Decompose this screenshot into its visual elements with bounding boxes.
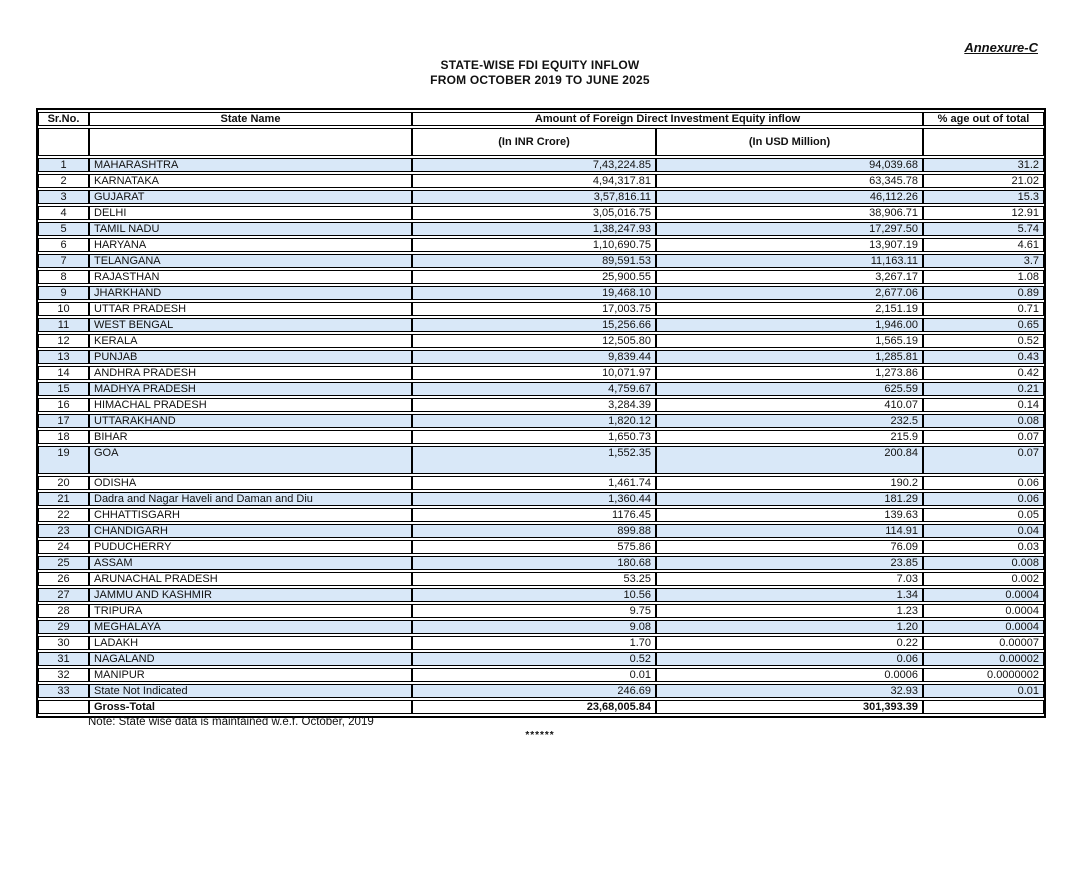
row-pct-cell: 12.91 — [923, 206, 1044, 220]
row-sr-cell: 25 — [38, 556, 89, 570]
row-pct-cell: 0.0004 — [923, 620, 1044, 634]
table-row — [38, 492, 1044, 506]
row-inr-cell: 9,839.44 — [412, 350, 656, 364]
row-pct-cell: 3.7 — [923, 254, 1044, 268]
table-row — [38, 238, 1044, 252]
table-row — [38, 508, 1044, 522]
table-row — [38, 302, 1044, 316]
row-pct-cell: 0.65 — [923, 318, 1044, 332]
row-pct-cell: 15.3 — [923, 190, 1044, 204]
row-state-cell: WEST BENGAL — [89, 318, 412, 332]
table-row — [38, 620, 1044, 634]
row-inr-cell: 3,57,816.11 — [412, 190, 656, 204]
row-state-cell: PUDUCHERRY — [89, 540, 412, 554]
row-state-cell: TAMIL NADU — [89, 222, 412, 236]
row-pct-cell: 0.01 — [923, 684, 1044, 698]
row-sr-cell: 15 — [38, 382, 89, 396]
row-sr-cell: 14 — [38, 366, 89, 380]
row-inr-cell: 1,360.44 — [412, 492, 656, 506]
row-pct-cell: 0.14 — [923, 398, 1044, 412]
table-row — [38, 668, 1044, 682]
row-state-cell: CHHATTISGARH — [89, 508, 412, 522]
row-sr-cell: 30 — [38, 636, 89, 650]
row-inr-cell: 7,43,224.85 — [412, 158, 656, 172]
row-state-cell: UTTAR PRADESH — [89, 302, 412, 316]
page-title — [0, 58, 1080, 88]
row-inr-cell: 17,003.75 — [412, 302, 656, 316]
row-pct-cell: 5.74 — [923, 222, 1044, 236]
row-usd-cell: 1,273.86 — [656, 366, 923, 380]
col-subheader-blank-sr — [38, 128, 89, 156]
table-row — [38, 430, 1044, 444]
row-pct-cell: 0.07 — [923, 446, 1044, 474]
row-usd-cell: 63,345.78 — [656, 174, 923, 188]
row-state-cell: ANDHRA PRADESH — [89, 366, 412, 380]
row-usd-cell: 38,906.71 — [656, 206, 923, 220]
row-usd-cell: 1.20 — [656, 620, 923, 634]
row-state-cell: KERALA — [89, 334, 412, 348]
row-inr-cell: 4,94,317.81 — [412, 174, 656, 188]
row-state-cell: NAGALAND — [89, 652, 412, 666]
row-state-cell: JAMMU AND KASHMIR — [89, 588, 412, 602]
row-usd-cell: 1,946.00 — [656, 318, 923, 332]
row-sr-cell: 26 — [38, 572, 89, 586]
col-header-srno: Sr.No. — [38, 112, 89, 126]
row-usd-cell: 2,677.06 — [656, 286, 923, 300]
row-pct-cell: 0.0004 — [923, 588, 1044, 602]
table-row — [38, 524, 1044, 538]
row-state-cell: KARNATAKA — [89, 174, 412, 188]
table-row — [38, 190, 1044, 204]
row-inr-cell: 4,759.67 — [412, 382, 656, 396]
row-usd-cell: 23.85 — [656, 556, 923, 570]
row-inr-cell: 1,38,247.93 — [412, 222, 656, 236]
row-usd-cell: 13,907.19 — [656, 238, 923, 252]
row-pct-cell: 0.71 — [923, 302, 1044, 316]
table-body — [38, 158, 1044, 698]
row-state-cell: Dadra and Nagar Haveli and Daman and Diu — [89, 492, 412, 506]
table-row — [38, 476, 1044, 490]
gross-total-sr-cell — [38, 700, 89, 714]
annexure-label: Annexure-C — [964, 40, 1038, 55]
row-state-cell: BIHAR — [89, 430, 412, 444]
row-usd-cell: 0.22 — [656, 636, 923, 650]
table-row — [38, 318, 1044, 332]
col-header-amount-group: Amount of Foreign Direct Investment Equity inflow — [412, 112, 923, 126]
table-row — [38, 414, 1044, 428]
row-state-cell: PUNJAB — [89, 350, 412, 364]
row-sr-cell: 8 — [38, 270, 89, 284]
row-sr-cell: 7 — [38, 254, 89, 268]
row-state-cell: DELHI — [89, 206, 412, 220]
row-sr-cell: 24 — [38, 540, 89, 554]
row-state-cell: ODISHA — [89, 476, 412, 490]
row-pct-cell: 0.0004 — [923, 604, 1044, 618]
row-sr-cell: 5 — [38, 222, 89, 236]
row-usd-cell: 17,297.50 — [656, 222, 923, 236]
table-row — [38, 286, 1044, 300]
row-inr-cell: 1,820.12 — [412, 414, 656, 428]
row-sr-cell: 3 — [38, 190, 89, 204]
row-pct-cell: 31.2 — [923, 158, 1044, 172]
table-row — [38, 254, 1044, 268]
row-inr-cell: 53.25 — [412, 572, 656, 586]
row-inr-cell: 1.70 — [412, 636, 656, 650]
row-pct-cell: 0.07 — [923, 430, 1044, 444]
row-usd-cell: 3,267.17 — [656, 270, 923, 284]
table-header — [38, 112, 1044, 156]
row-sr-cell: 22 — [38, 508, 89, 522]
row-pct-cell: 4.61 — [923, 238, 1044, 252]
row-state-cell: MANIPUR — [89, 668, 412, 682]
row-state-cell: JHARKHAND — [89, 286, 412, 300]
row-state-cell: CHANDIGARH — [89, 524, 412, 538]
row-usd-cell: 215.9 — [656, 430, 923, 444]
table-row — [38, 398, 1044, 412]
row-usd-cell: 1,565.19 — [656, 334, 923, 348]
row-state-cell: MEGHALAYA — [89, 620, 412, 634]
row-sr-cell: 1 — [38, 158, 89, 172]
page-title-line2: FROM OCTOBER 2019 TO JUNE 2025 — [430, 73, 650, 87]
row-state-cell: TRIPURA — [89, 604, 412, 618]
row-sr-cell: 13 — [38, 350, 89, 364]
row-usd-cell: 0.0006 — [656, 668, 923, 682]
table-row — [38, 366, 1044, 380]
row-pct-cell: 0.00007 — [923, 636, 1044, 650]
row-inr-cell: 3,05,016.75 — [412, 206, 656, 220]
row-usd-cell: 76.09 — [656, 540, 923, 554]
row-usd-cell: 11,163.11 — [656, 254, 923, 268]
row-sr-cell: 27 — [38, 588, 89, 602]
row-inr-cell: 19,468.10 — [412, 286, 656, 300]
table-row — [38, 636, 1044, 650]
row-usd-cell: 1,285.81 — [656, 350, 923, 364]
table-row — [38, 334, 1044, 348]
row-sr-cell: 12 — [38, 334, 89, 348]
gross-total-inr-value: 23,68,005.84 — [412, 700, 656, 714]
row-sr-cell: 28 — [38, 604, 89, 618]
row-pct-cell: 0.42 — [923, 366, 1044, 380]
row-state-cell: RAJASTHAN — [89, 270, 412, 284]
row-sr-cell: 11 — [38, 318, 89, 332]
table-row — [38, 652, 1044, 666]
gross-total-label: Gross-Total — [89, 700, 412, 714]
row-usd-cell: 190.2 — [656, 476, 923, 490]
row-inr-cell: 1,10,690.75 — [412, 238, 656, 252]
row-state-cell: MAHARASHTRA — [89, 158, 412, 172]
table-row — [38, 572, 1044, 586]
table-row — [38, 684, 1044, 698]
col-header-pct: % age out of total — [923, 112, 1044, 126]
row-sr-cell: 16 — [38, 398, 89, 412]
end-marks: ****** — [525, 730, 555, 741]
row-usd-cell: 94,039.68 — [656, 158, 923, 172]
row-pct-cell: 0.52 — [923, 334, 1044, 348]
table-row — [38, 270, 1044, 284]
table-row — [38, 350, 1044, 364]
row-usd-cell: 114.91 — [656, 524, 923, 538]
row-pct-cell: 0.21 — [923, 382, 1044, 396]
row-pct-cell: 21.02 — [923, 174, 1044, 188]
row-state-cell: MADHYA PRADESH — [89, 382, 412, 396]
row-sr-cell: 32 — [38, 668, 89, 682]
row-pct-cell: 0.008 — [923, 556, 1044, 570]
row-sr-cell: 6 — [38, 238, 89, 252]
table-header-row-1 — [38, 112, 1044, 126]
row-pct-cell: 0.06 — [923, 492, 1044, 506]
row-sr-cell: 18 — [38, 430, 89, 444]
gross-total-usd-value: 301,393.39 — [656, 700, 923, 714]
row-inr-cell: 0.52 — [412, 652, 656, 666]
row-pct-cell: 0.08 — [923, 414, 1044, 428]
row-usd-cell: 7.03 — [656, 572, 923, 586]
gross-total-pct-cell — [923, 700, 1044, 714]
row-sr-cell: 21 — [38, 492, 89, 506]
row-usd-cell: 625.59 — [656, 382, 923, 396]
row-inr-cell: 25,900.55 — [412, 270, 656, 284]
table-row — [38, 588, 1044, 602]
table-row — [38, 382, 1044, 396]
table-row — [38, 446, 1044, 474]
row-inr-cell: 15,256.66 — [412, 318, 656, 332]
col-subheader-blank-pct — [923, 128, 1044, 156]
row-usd-cell: 32.93 — [656, 684, 923, 698]
table-row — [38, 556, 1044, 570]
fdi-table — [36, 108, 1046, 718]
row-inr-cell: 3,284.39 — [412, 398, 656, 412]
row-state-cell: LADAKH — [89, 636, 412, 650]
table-footer — [38, 700, 1044, 714]
row-sr-cell: 20 — [38, 476, 89, 490]
row-usd-cell: 1.23 — [656, 604, 923, 618]
row-pct-cell: 0.05 — [923, 508, 1044, 522]
row-usd-cell: 200.84 — [656, 446, 923, 474]
row-sr-cell: 33 — [38, 684, 89, 698]
table-row — [38, 604, 1044, 618]
row-usd-cell: 46,112.26 — [656, 190, 923, 204]
gross-total-row — [38, 700, 1044, 714]
row-sr-cell: 2 — [38, 174, 89, 188]
row-usd-cell: 1.34 — [656, 588, 923, 602]
row-pct-cell: 0.0000002 — [923, 668, 1044, 682]
row-sr-cell: 10 — [38, 302, 89, 316]
table-row — [38, 158, 1044, 172]
page-title-line1: STATE-WISE FDI EQUITY INFLOW — [440, 58, 640, 72]
row-pct-cell: 0.06 — [923, 476, 1044, 490]
row-inr-cell: 10.56 — [412, 588, 656, 602]
col-subheader-usd-unit: (In USD Million) — [656, 128, 923, 156]
row-sr-cell: 31 — [38, 652, 89, 666]
row-pct-cell: 0.04 — [923, 524, 1044, 538]
table-row — [38, 206, 1044, 220]
row-inr-cell: 1,552.35 — [412, 446, 656, 474]
row-sr-cell: 19 — [38, 446, 89, 474]
table-row — [38, 540, 1044, 554]
row-inr-cell: 12,505.80 — [412, 334, 656, 348]
row-pct-cell: 0.89 — [923, 286, 1044, 300]
row-sr-cell: 23 — [38, 524, 89, 538]
row-sr-cell: 29 — [38, 620, 89, 634]
row-state-cell: HIMACHAL PRADESH — [89, 398, 412, 412]
row-sr-cell: 9 — [38, 286, 89, 300]
row-inr-cell: 575.86 — [412, 540, 656, 554]
row-state-cell: HARYANA — [89, 238, 412, 252]
row-inr-cell: 899.88 — [412, 524, 656, 538]
table-header-row-2 — [38, 128, 1044, 156]
col-subheader-blank-state — [89, 128, 412, 156]
row-usd-cell: 181.29 — [656, 492, 923, 506]
row-state-cell: State Not Indicated — [89, 684, 412, 698]
table-row — [38, 174, 1044, 188]
col-header-state-name: State Name — [89, 112, 412, 126]
row-inr-cell: 9.75 — [412, 604, 656, 618]
row-inr-cell: 246.69 — [412, 684, 656, 698]
row-inr-cell: 9.08 — [412, 620, 656, 634]
row-pct-cell: 0.00002 — [923, 652, 1044, 666]
row-usd-cell: 2,151.19 — [656, 302, 923, 316]
row-pct-cell: 0.43 — [923, 350, 1044, 364]
row-inr-cell: 1,650.73 — [412, 430, 656, 444]
row-usd-cell: 232.5 — [656, 414, 923, 428]
row-inr-cell: 1,461.74 — [412, 476, 656, 490]
row-state-cell: UTTARAKHAND — [89, 414, 412, 428]
row-sr-cell: 4 — [38, 206, 89, 220]
row-state-cell: TELANGANA — [89, 254, 412, 268]
row-state-cell: GUJARAT — [89, 190, 412, 204]
row-inr-cell: 0.01 — [412, 668, 656, 682]
row-usd-cell: 139.63 — [656, 508, 923, 522]
row-inr-cell: 10,071.97 — [412, 366, 656, 380]
row-pct-cell: 0.002 — [923, 572, 1044, 586]
col-subheader-inr-unit: (In INR Crore) — [412, 128, 656, 156]
row-inr-cell: 1176.45 — [412, 508, 656, 522]
row-state-cell: GOA — [89, 446, 412, 474]
footnote: Note: State wise data is maintained w.e.f. October, 2019 — [88, 716, 374, 728]
row-usd-cell: 410.07 — [656, 398, 923, 412]
row-state-cell: ASSAM — [89, 556, 412, 570]
row-state-cell: ARUNACHAL PRADESH — [89, 572, 412, 586]
row-usd-cell: 0.06 — [656, 652, 923, 666]
row-sr-cell: 17 — [38, 414, 89, 428]
row-pct-cell: 0.03 — [923, 540, 1044, 554]
row-inr-cell: 89,591.53 — [412, 254, 656, 268]
row-pct-cell: 1.08 — [923, 270, 1044, 284]
row-inr-cell: 180.68 — [412, 556, 656, 570]
table-row — [38, 222, 1044, 236]
